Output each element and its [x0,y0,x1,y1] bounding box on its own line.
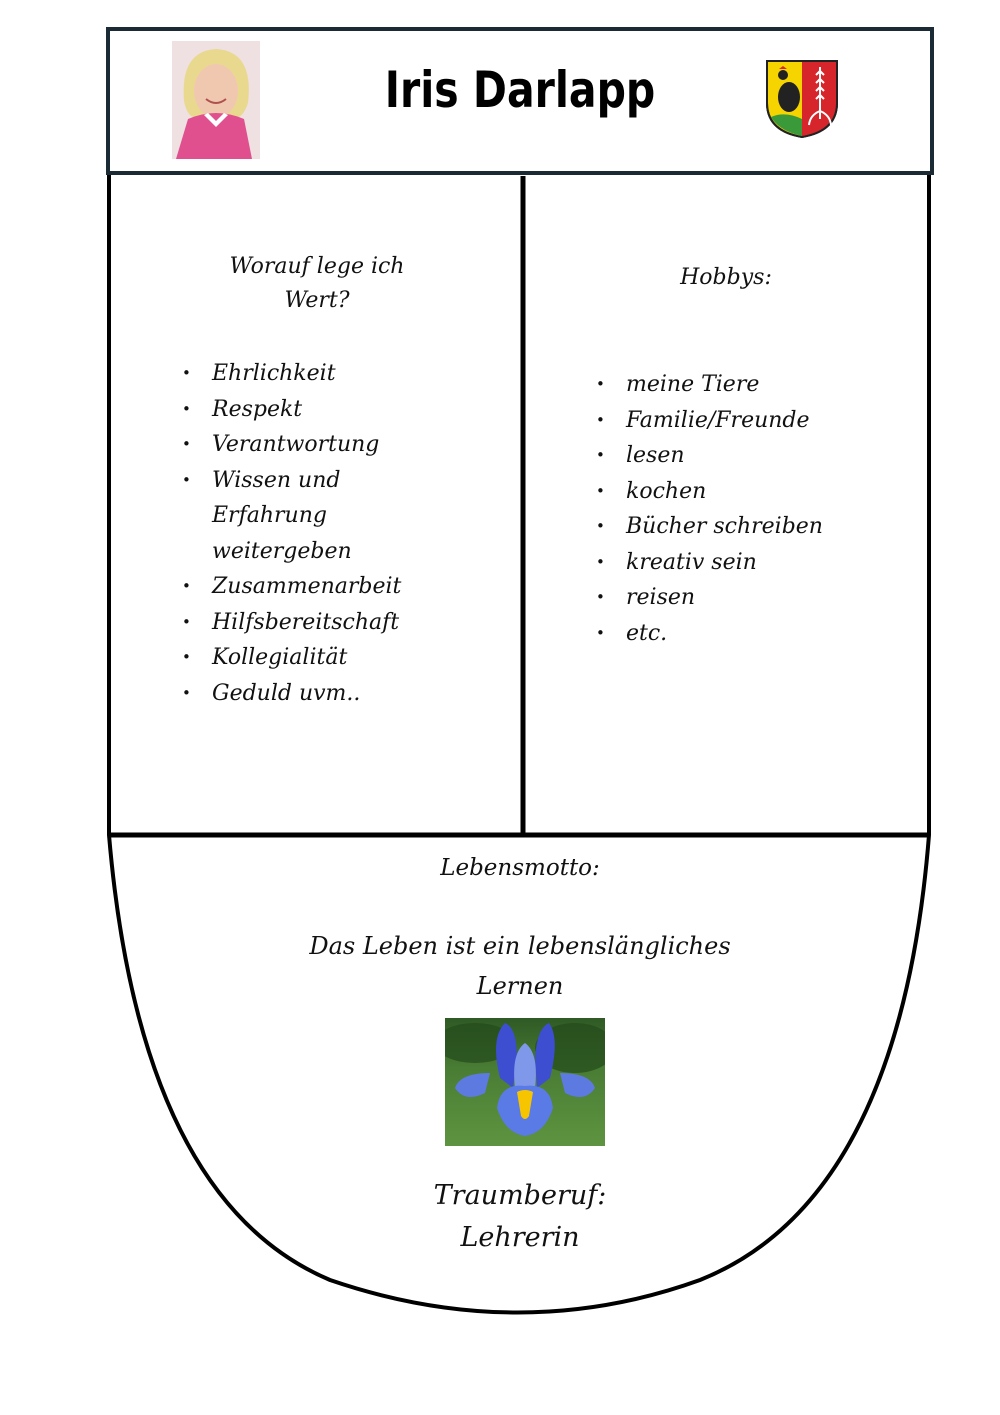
list-item: • Zusammenarbeit [112,569,522,605]
values-panel [112,175,522,830]
list-item-continuation: weitergeben [212,538,352,564]
values-heading-line1: Worauf lege ich [229,254,405,279]
iris-flower-image [445,1018,605,1146]
motto-line2: Lernen [476,972,564,1000]
list-item: • kochen [526,474,926,510]
list-item: • Ehrlichkeit [112,356,522,392]
list-item-continuation: Erfahrung [212,503,327,528]
dream-job-heading: Traumberuf: [433,1180,607,1211]
list-item: • lesen [526,438,926,474]
list-item: • Bücher schreiben [526,509,926,545]
header-banner [106,27,934,175]
list-item: • Respekt [112,392,522,428]
values-heading [112,250,522,318]
list-item: • Geduld uvm.. [112,676,522,712]
list-item: • meine Tiere [526,367,926,403]
list-item: • Wissen und [112,463,522,499]
hobbies-heading: Hobbys: [680,265,772,290]
hobbies-list [526,367,926,651]
list-item: • reisen [526,580,926,616]
list-item: • etc. [526,616,926,652]
coat-of-arms-icon [765,59,839,139]
page-title: Iris Darlapp [384,61,656,119]
hobbies-panel [526,175,926,830]
portrait-photo [172,41,260,159]
motto-heading: Lebensmotto: [440,855,600,881]
list-item: • kreativ sein [526,545,926,581]
motto-line1: Das Leben ist ein lebenslängliches [309,932,731,960]
list-item: • Kollegialität [112,640,522,676]
values-heading-line2: Wert? [284,288,350,313]
list-item: • Verantwortung [112,427,522,463]
list-item: • Hilfsbereitschaft [112,605,522,641]
list-item: • Familie/Freunde [526,403,926,439]
values-list [112,356,522,711]
dream-job-value: Lehrerin [460,1222,580,1253]
